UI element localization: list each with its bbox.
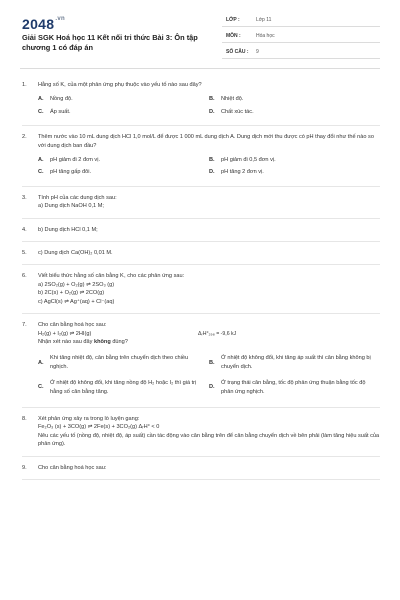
question-line-row [38, 281, 380, 289]
answer-option[interactable] [209, 93, 380, 105]
option-text: Nồng độ. [50, 96, 73, 103]
enthalpy-value: ΔᵣH°₂₉₈ = -9,6 kJ [198, 330, 237, 337]
question-line-row [38, 194, 380, 202]
question-body [38, 194, 380, 211]
meta-label: SỐ CÂU : [226, 49, 249, 55]
question-number: 4. [22, 226, 27, 233]
meta-value: Lớp 11 [256, 17, 272, 23]
option-letter: C. [38, 169, 44, 176]
option-letter: A. [38, 359, 44, 366]
question-number: 3. [22, 194, 27, 201]
question-number: 7. [22, 322, 27, 329]
question-item [22, 314, 380, 408]
question-body [38, 249, 380, 257]
question-line-row [38, 202, 380, 210]
meta-value: Hóa học [256, 33, 275, 39]
meta-row-count [222, 46, 380, 59]
answer-options [38, 350, 380, 400]
question-line: Viết biểu thức hằng số cân bằng K꜀ cho các phản ứng sau: [38, 273, 185, 280]
answer-option[interactable] [209, 154, 380, 166]
option-text: Ở trạng thái cân bằng, tốc độ phản ứng thuận bằng tốc độ phản ứng nghịch. [221, 380, 366, 395]
answer-option[interactable] [38, 154, 209, 166]
question-line: Cho cân bằng hoá học sau: [38, 464, 107, 471]
meta-row-subject [222, 30, 380, 43]
question-line: b) Dung dịch HCl 0,1 M; [38, 226, 98, 233]
option-text: Khi tăng nhiệt độ, cân bằng trên chuyển dịch theo chiều nghịch. [50, 355, 189, 370]
site-logo[interactable] [22, 16, 65, 32]
question-number: 8. [22, 415, 27, 422]
header-divider [20, 68, 380, 69]
answer-option[interactable] [38, 93, 209, 105]
meta-label: MÔN : [226, 33, 241, 39]
meta-table [222, 14, 380, 59]
question-line: c) AgCl(s) ⇌ Ag⁺(aq) + Cl⁻(aq) [38, 298, 115, 305]
meta-label: LỚP : [226, 17, 240, 23]
answer-option[interactable] [38, 375, 209, 400]
question-line-row [38, 289, 380, 297]
question-line: Cho cân bằng hoá học sau: [38, 322, 107, 329]
question-body [38, 133, 380, 179]
question-line: Fe₂O₃ (s) + 3CO(g) ⇌ 2Fe(s) + 3CO₂(g) ΔᵣH° < 0 [38, 424, 160, 431]
question-body [38, 81, 380, 118]
option-text: pH giảm đi 0,5 đơn vị. [221, 157, 276, 164]
option-letter: B. [209, 157, 215, 164]
question-number: 1. [22, 82, 27, 88]
answer-option[interactable] [38, 350, 209, 375]
question-number: 5. [22, 250, 27, 257]
question-line-row [38, 81, 380, 89]
question-line: Nêu các yếu tố (nồng độ, nhiệt độ, áp suất) cần tác động vào cân bằng trên để cân bằng chuyển dịch về bên phải (làm tăng hiệu suất của phản ứng). [38, 432, 380, 448]
question-body [38, 226, 380, 234]
document-header [0, 0, 400, 72]
option-text: Chất xúc tác. [221, 108, 254, 115]
option-letter: D. [209, 384, 215, 391]
question-line-row [38, 423, 380, 431]
question-line-row [38, 432, 380, 449]
question-line-row [38, 330, 380, 338]
question-line-row [38, 249, 380, 257]
question-item [22, 126, 380, 187]
meta-value: 9 [256, 49, 259, 55]
question-item [22, 457, 380, 480]
question-body [38, 464, 380, 472]
option-letter: D. [209, 169, 215, 176]
question-line-row [38, 272, 380, 280]
option-letter: C. [38, 108, 44, 115]
question-item [22, 242, 380, 265]
answer-option[interactable] [209, 166, 380, 178]
question-item [22, 265, 380, 314]
option-letter: B. [209, 96, 215, 103]
question-line-row [38, 298, 380, 306]
question-line: Nhận xét nào sau đây không đúng? [38, 338, 128, 345]
question-number: 6. [22, 273, 27, 280]
answer-options [38, 93, 380, 118]
option-text: Ở nhiệt độ không đổi, khi tăng áp suất thì cân bằng không bị chuyển dịch. [221, 355, 371, 370]
option-letter: C. [38, 384, 44, 391]
option-letter: A. [38, 157, 44, 164]
question-line: b) 2C(s) + O₂(g) ⇌ 2CO(g) [38, 290, 105, 297]
question-line: a) Dung dịch NaOH 0,1 M; [38, 203, 104, 210]
option-letter: D. [209, 108, 215, 115]
question-line: H₂(g) + I₂(g) ⇌ 2HI(g) [38, 330, 92, 337]
question-line: Xét phản ứng xảy ra trong lò luyện gang: [38, 415, 140, 422]
meta-row-grade [222, 14, 380, 27]
question-line: Thêm nước vào 10 mL dung dịch HCl 1,0 mol/L để được 1 000 mL dung dịch A. Dung dịch mới thu được có pH thay đổi như thế nào so với dung dịch ban đầu? [38, 134, 374, 149]
question-item [22, 74, 380, 126]
option-text: pH tăng 2 đơn vị. [221, 169, 264, 176]
question-line-row [38, 321, 380, 329]
question-list [0, 74, 400, 600]
option-text: pH giảm đi 2 đơn vị. [50, 157, 100, 164]
question-line: Hằng số K꜀ của một phản ứng phụ thuộc vào yếu tố nào sau đây? [38, 82, 202, 88]
question-line-row [38, 133, 380, 150]
question-line-row [38, 415, 380, 423]
logo-domain: .vn [55, 16, 65, 22]
option-letter: B. [209, 359, 215, 366]
question-line-row [38, 464, 380, 472]
question-line-row [38, 226, 380, 234]
answer-option[interactable] [38, 106, 209, 118]
option-text: Nhiệt độ. [221, 96, 244, 103]
question-body [38, 415, 380, 449]
option-text: Áp suất. [50, 108, 71, 115]
question-body [38, 321, 380, 400]
question-number: 9. [22, 464, 27, 471]
question-item [22, 219, 380, 242]
question-number: 2. [22, 134, 27, 141]
question-line: a) 2SO₂(g) + O₂(g) ⇌ 2SO₃ (g) [38, 281, 115, 288]
answer-options [38, 154, 380, 179]
option-text: pH tăng gấp đôi. [50, 169, 92, 176]
answer-option[interactable] [209, 106, 380, 118]
question-body [38, 272, 380, 306]
option-letter: A. [38, 96, 44, 103]
answer-option[interactable] [38, 166, 209, 178]
logo-text: 2048 [22, 16, 55, 32]
option-text: Ở nhiệt độ không đổi, khi tăng nồng độ H₂ hoặc I₂ thì giá trị hằng số cân bằng tăng. [50, 380, 197, 395]
page-title: Giải SGK Hoá học 11 Kết nối tri thức Bài 3: Ôn tập chương 1 có đáp án [22, 33, 198, 52]
question-item [22, 408, 380, 457]
question-item [22, 187, 380, 219]
answer-option[interactable] [209, 350, 380, 375]
question-line: Tính pH của các dung dịch sau: [38, 194, 117, 201]
question-line-row [38, 338, 380, 346]
answer-option[interactable] [209, 375, 380, 400]
question-line: c) Dung dịch Ca(OH)₂ 0,01 M. [38, 250, 113, 257]
